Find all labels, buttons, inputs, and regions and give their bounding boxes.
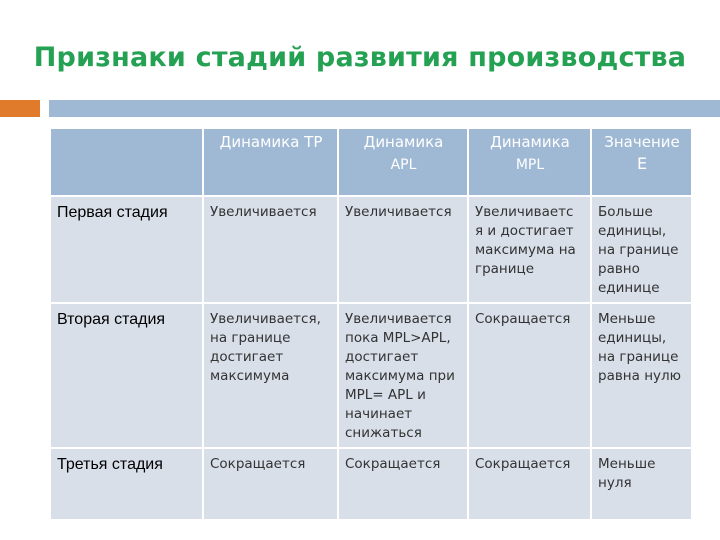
header-dynamics-tp-label: Динамика TP: [219, 133, 323, 151]
row-stage-label: Третья стадия: [50, 448, 203, 520]
stages-table: [49, 127, 693, 521]
header-value-e: [591, 128, 692, 196]
cell-mpl: Увеличиваетс я и достигает максимума на границе: [468, 196, 591, 303]
cell-e: Меньше единицы, на границе равна нулю: [591, 303, 692, 448]
header-value-e-sub: E: [636, 154, 648, 173]
header-dynamics-mpl: [468, 128, 591, 196]
header-dynamics-mpl-sub: MPL: [515, 157, 545, 173]
header-dynamics-apl-label: Динамика: [363, 133, 444, 151]
cell-mpl: Сокращается: [468, 303, 591, 448]
table-header-row: [50, 128, 692, 196]
table-row: [50, 196, 692, 303]
table-row: [50, 448, 692, 520]
header-value-e-label: Значение: [604, 133, 680, 151]
slide-title: Признаки стадий развития производства: [33, 42, 687, 73]
row-stage-label: Первая стадия: [50, 196, 203, 303]
row-stage-label: Вторая стадия: [50, 303, 203, 448]
cell-apl: Увеличивается: [338, 196, 468, 303]
header-dynamics-mpl-label: Динамика: [490, 133, 570, 151]
cell-mpl: Сокращается: [468, 448, 591, 520]
header-dynamics-apl-sub: APL: [390, 157, 417, 173]
accent-bar-orange: [0, 100, 40, 117]
header-dynamics-apl: [338, 128, 468, 196]
cell-tp: Сокращается: [203, 448, 338, 520]
header-dynamics-tp: [203, 128, 338, 196]
table-row: [50, 303, 692, 448]
cell-tp: Увеличивается: [203, 196, 338, 303]
header-corner-cell: [50, 128, 203, 196]
cell-tp: Увеличивается, на границе достигает максимума: [203, 303, 338, 448]
cell-e: Меньше нуля: [591, 448, 692, 520]
cell-e: Больше единицы, на границе равно единице: [591, 196, 692, 303]
cell-apl: Сокращается: [338, 448, 468, 520]
cell-apl: Увеличивается пока MPL>APL, достигает максимума при MPL= APL и начинает снижаться: [338, 303, 468, 448]
accent-bar-blue: [49, 100, 720, 117]
